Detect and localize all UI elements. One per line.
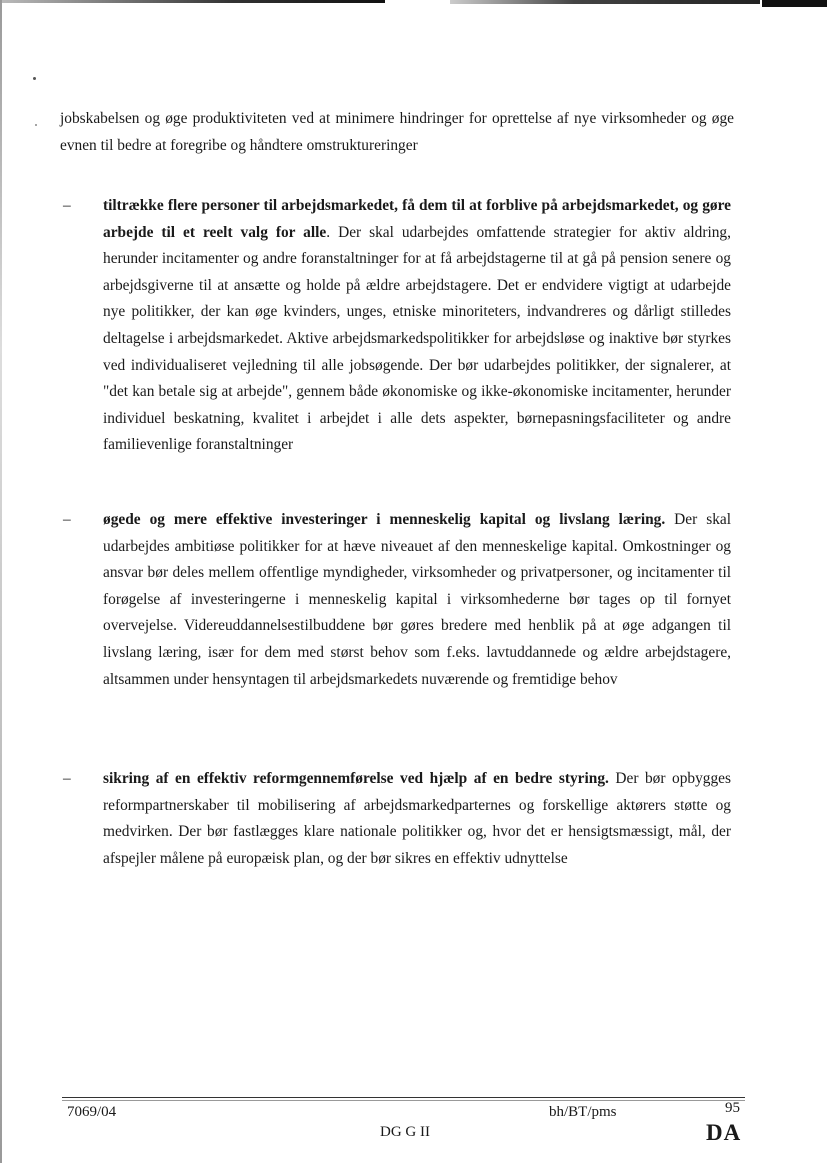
footer-rule xyxy=(62,1097,745,1098)
bullet-body: Der bør opbygges reformpartnerskaber til mobilisering af arbejdsmarkedparternes og forskellige aktørers støtte og medvirken. Der bør fastlægges klare nationale politikker og, hvor det er hensigtsmæssigt, mål, der afspejler målene på europæisk plan, og der bør sikres en effektiv udnyttelse xyxy=(103,770,732,867)
bullet-body: Der skal udarbejdes ambitiøse politikker for at hæve niveauet af den menneskelige kapital. Omkostninger og ansvar bør deles mellem offentlige myndigheder, virksomheder og privatpersoner, og incitamenter til forøgelse af investeringerne i menneskelig kapital i virksomhederne bør tages op til fornyet overvejelse. Videreuddannelsestilbuddene bør gøres bredere med henblik på at øge adgangen til livslang læring, især for dem med størst behov som f.eks. lavtuddannede og ældre arbejdstagere, altsammen under hensyntagen til arbejdsmarkedets nuværende og fremtidige behov xyxy=(103,511,731,688)
footer-initials: bh/BT/pms xyxy=(549,1104,617,1120)
bullet-body: . Der skal udarbejdes omfattende strategier for aktiv aldring, herunder incitamenter og andre foranstaltninger for at få arbejdstagerne til at gå på pension senere og arbejdsgiverne til at ansætte og holde på ældre arbejdstagere. Det er endvidere vigtigt at udarbejde nye politikker, der kan øge kvinders, unges, etniske minoriteters, indvandreres og dårligt stilledes deltagelse i arbejdsmarkedet. Aktive arbejdsmarkedspolitikker for arbejdsløse og inaktive bør styrkes ved individualiseret vejledning til alle jobsøgende. Der bør udarbejdes politikker, der signalerer, at "det kan betale sig at arbejde", gennem både økonomiske og ikke-økonomiske incitamenter, herunder individuel beskatning, kvalitet i arbejdet i alle dets aspekter, børnepasningsfaciliteter og andre familievenlige foranstaltninger xyxy=(103,223,731,454)
scan-edge-top-right xyxy=(450,0,760,4)
bullet-dash: – xyxy=(63,511,71,528)
scan-edge-top-corner xyxy=(762,0,827,7)
footer-language-code: DA xyxy=(706,1120,742,1145)
bullet-dash: – xyxy=(63,770,71,787)
bullet-heading: tiltrække flere personer til arbejdsmarkedet, få dem til at forblive på arbejdsmarkedet, og gøre arbejde til et reelt valg for alle xyxy=(103,197,731,241)
bullet-dash: – xyxy=(63,197,71,214)
scan-edge-left xyxy=(0,0,2,1163)
intro-text: jobskabelsen og øge produktiviteten ved at minimere hindringer for oprettelse af nye virksomheder og øge evnen til bedre at foregribe og håndtere omstruktureringer xyxy=(60,110,734,154)
bullet-item-human-capital xyxy=(103,507,731,693)
footer-rule xyxy=(62,1100,745,1101)
bullet-heading: sikring af en effektiv reformgennemførelse ved hjælp af en bedre styring. xyxy=(103,770,609,787)
scan-speck xyxy=(33,77,36,80)
bullet-item-governance xyxy=(103,766,731,872)
footer-directorate: DG G II xyxy=(380,1124,430,1140)
footer-page-number: 95 xyxy=(725,1100,740,1116)
scan-edge-top-left xyxy=(0,0,385,3)
scan-speck xyxy=(35,124,37,126)
bullet-item-labour-market xyxy=(103,193,731,459)
intro-paragraph xyxy=(60,106,734,159)
footer-doc-number: 7069/04 xyxy=(67,1104,117,1120)
bullet-heading: øgede og mere effektive investeringer i menneskelig kapital og livslang læring. xyxy=(103,511,666,528)
